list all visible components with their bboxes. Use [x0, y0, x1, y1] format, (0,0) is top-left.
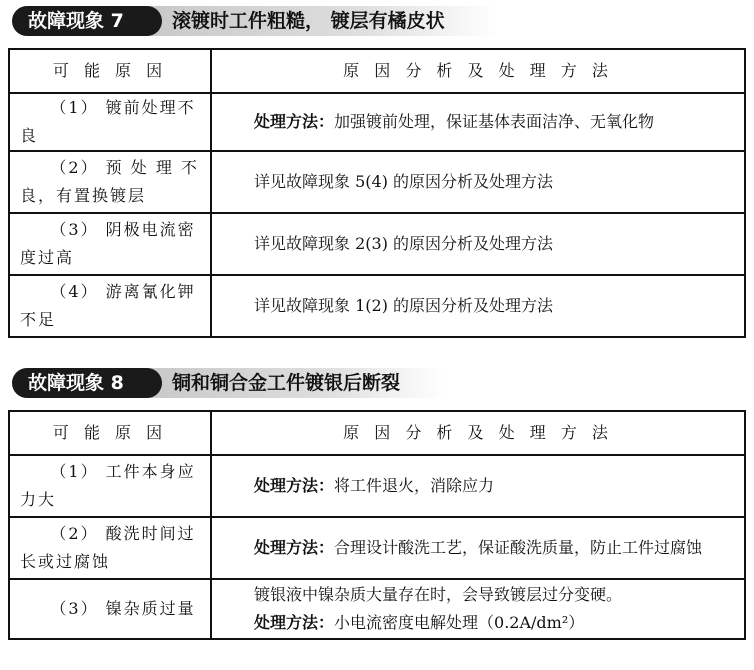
fault-tag: 故障现象 7: [12, 6, 160, 36]
table-header-row: [9, 411, 745, 455]
solution-cell: 详见故障现象 2(3) 的原因分析及处理方法: [211, 213, 745, 275]
cause-cell: （3） 镍杂质过量: [9, 579, 211, 639]
table-row: [9, 151, 745, 213]
cause-cell: （1） 工件本身应力大: [9, 455, 211, 517]
cause-cell: （2） 酸洗时间过长或过腐蚀: [9, 517, 211, 579]
fault-table: [8, 48, 746, 338]
solution-cell: 处理方法：加强镀前处理，保证基体表面洁净、无氧化物: [211, 93, 745, 151]
column-header-solution: 原 因 分 析 及 处 理 方 法: [211, 411, 745, 455]
column-header-cause: 可 能 原 因: [9, 411, 211, 455]
table-header-row: [9, 49, 745, 93]
fault-section-8: [0, 362, 754, 632]
solution-cell: 详见故障现象 1(2) 的原因分析及处理方法: [211, 275, 745, 337]
table-row: [9, 517, 745, 579]
column-header-solution: 原 因 分 析 及 处 理 方 法: [211, 49, 745, 93]
fault-tag: 故障现象 8: [12, 368, 160, 398]
cause-cell: （4） 游离氰化钾不足: [9, 275, 211, 337]
method-label: 处理方法：: [254, 538, 335, 557]
cause-cell: （2） 预 处 理 不良，有置换镀层: [9, 151, 211, 213]
cause-cell: （3） 阴极电流密度过高: [9, 213, 211, 275]
method-label: 处理方法：: [254, 112, 335, 131]
solution-cell: 镀银液中镍杂质大量存在时，会导致镀层过分变硬。 处理方法：小电流密度电解处理（0.2A/dm²）: [211, 579, 745, 639]
table-row: [9, 455, 745, 517]
method-label: 处理方法：: [254, 476, 335, 495]
column-header-cause: 可 能 原 因: [9, 49, 211, 93]
method-label: 处理方法：: [254, 613, 335, 632]
solution-cell: 详见故障现象 5(4) 的原因分析及处理方法: [211, 151, 745, 213]
section-header: [0, 362, 754, 400]
table-row: [9, 579, 745, 639]
fault-table: [8, 410, 746, 640]
solution-cell: 处理方法：合理设计酸洗工艺，保证酸洗质量，防止工件过腐蚀: [211, 517, 745, 579]
solution-cell: 处理方法：将工件退火，消除应力: [211, 455, 745, 517]
fault-title: 滚镀时工件粗糙， 镀层有橘皮状: [172, 10, 445, 32]
table-row: [9, 93, 745, 151]
table-row: [9, 275, 745, 337]
section-header: [0, 0, 754, 38]
fault-title: 铜和铜合金工件镀银后断裂: [172, 372, 401, 394]
cause-cell: （1） 镀前处理不良: [9, 93, 211, 151]
table-row: [9, 213, 745, 275]
fault-section-7: [0, 0, 754, 329]
